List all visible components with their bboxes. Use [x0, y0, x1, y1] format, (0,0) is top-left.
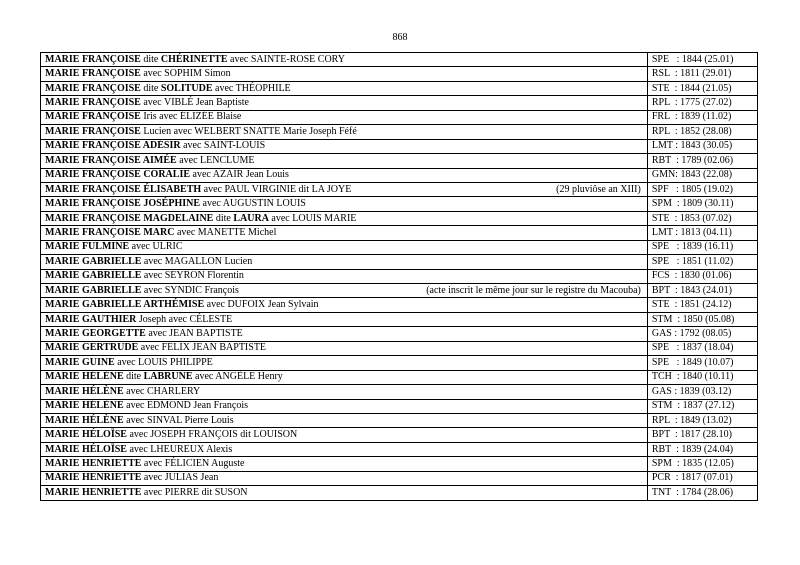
table-row — [41, 486, 758, 500]
names-cell — [41, 442, 648, 456]
spouses-text — [45, 111, 241, 123]
names-cell — [41, 182, 648, 196]
marriage-registry-table — [40, 52, 758, 501]
register-reference: LMT : 1813 (04.11) — [647, 226, 757, 240]
names-line — [45, 155, 647, 167]
registry-body — [41, 53, 758, 501]
name-text: avec DUFOIX Jean Sylvain — [204, 299, 319, 311]
name-bold: MARIE FRANÇOISE — [45, 68, 141, 80]
table-row — [41, 96, 758, 110]
register-reference: SPE : 1844 (25.01) — [647, 53, 757, 67]
name-bold: MARIE GAUTHIER — [45, 313, 137, 325]
table-row — [41, 442, 758, 456]
name-text: avec FÉLIX JEAN BAPTISTE — [138, 342, 267, 354]
names-line — [45, 54, 647, 66]
table-row — [41, 125, 758, 139]
spouses-text — [45, 429, 297, 441]
table-row — [41, 298, 758, 312]
register-reference: SPE : 1849 (10.07) — [647, 356, 757, 370]
name-bold: LAURA — [233, 212, 269, 224]
table-row — [41, 356, 758, 370]
spouses-text — [45, 140, 265, 152]
names-line — [45, 357, 647, 369]
names-cell — [41, 284, 648, 298]
register-reference: RBT : 1839 (24.04) — [647, 442, 757, 456]
table-row — [41, 284, 758, 298]
name-text: dite — [123, 371, 144, 383]
name-bold: SOLITUDE — [160, 82, 213, 94]
table-row — [41, 269, 758, 283]
name-bold: MARIE GABRIELLE — [45, 255, 142, 267]
names-line — [45, 227, 647, 239]
names-cell — [41, 139, 648, 153]
register-reference: GAS : 1839 (03.12) — [647, 385, 757, 399]
names-cell — [41, 399, 648, 413]
name-bold: MARIE FULMINE — [45, 241, 130, 253]
names-cell — [41, 168, 648, 182]
name-text: avec PIERRE dit SUSON — [141, 486, 248, 498]
names-cell — [41, 471, 648, 485]
spouses-text — [45, 256, 252, 268]
names-cell — [41, 457, 648, 471]
table-row — [41, 370, 758, 384]
name-text: avec LHEUREUX Alexis — [126, 443, 233, 455]
name-bold: MARIE FRANÇOISE — [45, 97, 141, 109]
names-cell — [41, 197, 648, 211]
name-bold: MARIE HÉLÈNE — [45, 414, 124, 426]
name-text: avec SOPHIM Simon — [140, 68, 231, 80]
register-reference: SPF : 1805 (19.02) — [647, 182, 757, 196]
names-cell — [41, 428, 648, 442]
spouses-text — [45, 299, 319, 311]
names-cell — [41, 298, 648, 312]
name-bold: MARIE FRANÇOISE — [45, 111, 141, 123]
name-bold: MARIE FRANÇOISE JOSÉPHINE — [45, 198, 201, 210]
spouses-text — [45, 68, 231, 80]
name-bold: MARIE GUINE — [45, 356, 115, 368]
name-text: avec FÉLICIEN Auguste — [141, 457, 245, 469]
table-row — [41, 211, 758, 225]
name-bold: MARIE HENRIETTE — [45, 472, 142, 484]
table-row — [41, 139, 758, 153]
names-cell — [41, 370, 648, 384]
name-text: avec ULRIC — [129, 241, 183, 253]
names-cell — [41, 341, 648, 355]
names-cell — [41, 154, 648, 168]
table-row — [41, 457, 758, 471]
name-text: avec JOSEPH FRANÇOIS dit LOUISON — [126, 429, 298, 441]
name-bold: MARIE GABRIELLE — [45, 284, 142, 296]
table-row — [41, 312, 758, 326]
name-bold: MARIE FRANÇOISE — [45, 53, 141, 65]
name-text: Lucien avec WELBERT SNATTE Marie Joseph Féfé — [140, 125, 357, 137]
register-reference: RPL : 1852 (28.08) — [647, 125, 757, 139]
row-note: (29 pluviôse an XIII) — [556, 183, 641, 195]
table-row — [41, 385, 758, 399]
spouses-text — [45, 342, 266, 354]
names-cell — [41, 240, 648, 254]
names-line — [45, 386, 647, 398]
names-cell — [41, 385, 648, 399]
register-reference: LMT : 1843 (30.05) — [647, 139, 757, 153]
name-text: avec EDMOND Jean François — [123, 400, 249, 412]
table-row — [41, 240, 758, 254]
names-line — [45, 285, 647, 297]
name-text: Joseph avec CÉLESTE — [136, 313, 233, 325]
names-cell — [41, 110, 648, 124]
register-reference: TNT : 1784 (28.06) — [647, 486, 757, 500]
names-cell — [41, 53, 648, 67]
names-cell — [41, 211, 648, 225]
register-reference: GAS : 1792 (08.05) — [647, 327, 757, 341]
spouses-text — [45, 386, 200, 398]
spouses-text — [45, 444, 232, 456]
spouses-text — [45, 155, 254, 167]
names-cell — [41, 312, 648, 326]
register-reference: BPT : 1843 (24.01) — [647, 284, 757, 298]
spouses-text — [45, 371, 283, 383]
spouses-text — [45, 97, 249, 109]
name-bold: MARIE HÉLOÏSE — [45, 443, 127, 455]
names-line — [45, 415, 647, 427]
table-row — [41, 413, 758, 427]
name-text: Iris avec ÉLIZÉE Blaise — [140, 111, 242, 123]
name-bold: MARIE FRANÇOISE ADÉSIR — [45, 140, 181, 152]
spouses-text — [45, 472, 218, 484]
spouses-text — [45, 328, 243, 340]
spouses-text — [45, 458, 244, 470]
name-bold: MARIE FRANÇOISE CORALIE — [45, 169, 191, 181]
register-reference: PCR : 1817 (07.01) — [647, 471, 757, 485]
spouses-text — [45, 169, 289, 181]
spouses-text — [45, 400, 248, 412]
name-bold: MARIE HÉLÈNE — [45, 371, 124, 383]
spouses-text — [45, 184, 351, 196]
names-line — [45, 328, 647, 340]
name-bold: MARIE FRANÇOISE AIMÉE — [45, 154, 177, 166]
page-number: 868 — [392, 32, 408, 43]
names-cell — [41, 413, 648, 427]
register-reference: BPT : 1817 (28.10) — [647, 428, 757, 442]
table-row — [41, 168, 758, 182]
table-row — [41, 226, 758, 240]
name-text: avec JULIAS Jean — [141, 472, 219, 484]
name-text: avec CHARLERY — [123, 385, 201, 397]
names-cell — [41, 125, 648, 139]
name-text: avec PAUL VIRGINIE dit LA JOYE — [201, 183, 352, 195]
spouses-text — [45, 241, 183, 253]
names-cell — [41, 226, 648, 240]
row-note: (acte inscrit le même jour sur le registre du Macouba) — [426, 284, 641, 296]
name-text: avec MAGALLON Lucien — [141, 255, 253, 267]
name-text: avec SYNDIC François — [141, 284, 239, 296]
name-text: avec VIBLÉ Jean Baptiste — [140, 97, 249, 109]
name-bold: MARIE HÉLÈNE — [45, 400, 124, 412]
name-text: avec ANGÈLE Henry — [192, 371, 283, 383]
register-reference: GMN: 1843 (22.08) — [647, 168, 757, 182]
name-bold: MARIE HENRIETTE — [45, 457, 142, 469]
names-cell — [41, 81, 648, 95]
names-line — [45, 169, 647, 181]
name-bold: CHÉRINETTE — [160, 53, 228, 65]
name-text: avec JEAN BAPTISTE — [145, 328, 243, 340]
names-line — [45, 342, 647, 354]
register-reference: SPE : 1851 (11.02) — [647, 255, 757, 269]
spouses-text — [45, 198, 306, 210]
names-line — [45, 444, 647, 456]
names-line — [45, 270, 647, 282]
table-row — [41, 341, 758, 355]
name-text: avec AZAIR Jean Louis — [190, 169, 289, 181]
names-line — [45, 458, 647, 470]
name-bold: MARIE HÉLÈNE — [45, 385, 124, 397]
register-reference: SPM : 1809 (30.11) — [647, 197, 757, 211]
names-line — [45, 83, 647, 95]
name-bold: MARIE FRANÇOISE MAGDELAINE — [45, 212, 214, 224]
table-row — [41, 53, 758, 67]
names-line — [45, 400, 647, 412]
spouses-text — [45, 83, 291, 95]
register-reference: TCH : 1840 (10.11) — [647, 370, 757, 384]
register-reference: STE : 1851 (24.12) — [647, 298, 757, 312]
name-bold: MARIE GEORGETTE — [45, 328, 146, 340]
register-reference: STE : 1844 (21.05) — [647, 81, 757, 95]
names-cell — [41, 327, 648, 341]
table-row — [41, 428, 758, 442]
names-line — [45, 314, 647, 326]
names-cell — [41, 356, 648, 370]
names-cell — [41, 269, 648, 283]
table-row — [41, 197, 758, 211]
names-cell — [41, 67, 648, 81]
spouses-text — [45, 285, 239, 297]
names-line — [45, 126, 647, 138]
name-bold: MARIE GERTRUDE — [45, 342, 139, 354]
table-row — [41, 110, 758, 124]
names-line — [45, 299, 647, 311]
name-bold: MARIE HENRIETTE — [45, 486, 142, 498]
names-line — [45, 111, 647, 123]
names-line — [45, 140, 647, 152]
register-reference: RSL : 1811 (29.01) — [647, 67, 757, 81]
register-reference: RPL : 1775 (27.02) — [647, 96, 757, 110]
names-line — [45, 472, 647, 484]
names-line — [45, 213, 647, 225]
names-line — [45, 68, 647, 80]
register-reference: RPL : 1849 (13.02) — [647, 413, 757, 427]
name-text: avec AUGUSTIN LOUIS — [200, 198, 306, 210]
spouses-text — [45, 126, 357, 138]
table-row — [41, 255, 758, 269]
table-row — [41, 154, 758, 168]
register-reference: STM : 1837 (27.12) — [647, 399, 757, 413]
name-bold: MARIE GABRIELLE ARTHÉMISE — [45, 299, 205, 311]
register-reference: SPE : 1839 (16.11) — [647, 240, 757, 254]
name-bold: MARIE FRANÇOISE MARC — [45, 226, 175, 238]
register-reference: STE : 1853 (07.02) — [647, 211, 757, 225]
names-cell — [41, 255, 648, 269]
names-line — [45, 371, 647, 383]
names-line — [45, 241, 647, 253]
name-bold: MARIE GABRIELLE — [45, 270, 142, 282]
name-text: avec SAINTE-ROSE CORY — [227, 53, 346, 65]
spouses-text — [45, 213, 356, 225]
names-line — [45, 97, 647, 109]
spouses-text — [45, 487, 248, 499]
name-text: avec LENCLUME — [176, 154, 255, 166]
name-text: avec SINVAL Pierre Louis — [123, 414, 234, 426]
name-bold: MARIE FRANÇOISE — [45, 125, 141, 137]
name-bold: MARIE FRANÇOISE — [45, 82, 141, 94]
names-line — [45, 429, 647, 441]
name-text: dite — [213, 212, 234, 224]
table-row — [41, 81, 758, 95]
name-text: avec MANETTE Michel — [174, 226, 277, 238]
names-line — [45, 487, 647, 499]
register-reference: RBT : 1789 (02.06) — [647, 154, 757, 168]
name-text: dite — [140, 53, 161, 65]
name-text: avec SEYRON Florentin — [141, 270, 244, 282]
name-text: dite — [140, 82, 161, 94]
names-line — [45, 198, 647, 210]
table-row — [41, 471, 758, 485]
name-bold: MARIE FRANÇOISE ÉLISABETH — [45, 183, 202, 195]
names-line — [45, 256, 647, 268]
table-row — [41, 182, 758, 196]
spouses-text — [45, 314, 232, 326]
register-reference: FCS : 1830 (01.06) — [647, 269, 757, 283]
name-bold: LABRUNE — [143, 371, 193, 383]
names-cell — [41, 486, 648, 500]
spouses-text — [45, 270, 244, 282]
name-bold: MARIE HÉLOÏSE — [45, 429, 127, 441]
spouses-text — [45, 415, 234, 427]
names-line — [45, 184, 647, 196]
spouses-text — [45, 357, 213, 369]
name-text: avec THÉOPHILE — [212, 82, 291, 94]
register-reference: SPM : 1835 (12.05) — [647, 457, 757, 471]
name-text: avec LOUIS MARIE — [268, 212, 357, 224]
name-text: avec LOUIS PHILIPPE — [114, 356, 213, 368]
names-cell — [41, 96, 648, 110]
table-row — [41, 67, 758, 81]
table-row — [41, 399, 758, 413]
name-text: avec SAINT-LOUIS — [180, 140, 266, 152]
table-row — [41, 327, 758, 341]
spouses-text — [45, 227, 276, 239]
spouses-text — [45, 54, 345, 66]
register-reference: STM : 1850 (05.08) — [647, 312, 757, 326]
register-reference: SPE : 1837 (18.04) — [647, 341, 757, 355]
register-reference: FRL : 1839 (11.02) — [647, 110, 757, 124]
